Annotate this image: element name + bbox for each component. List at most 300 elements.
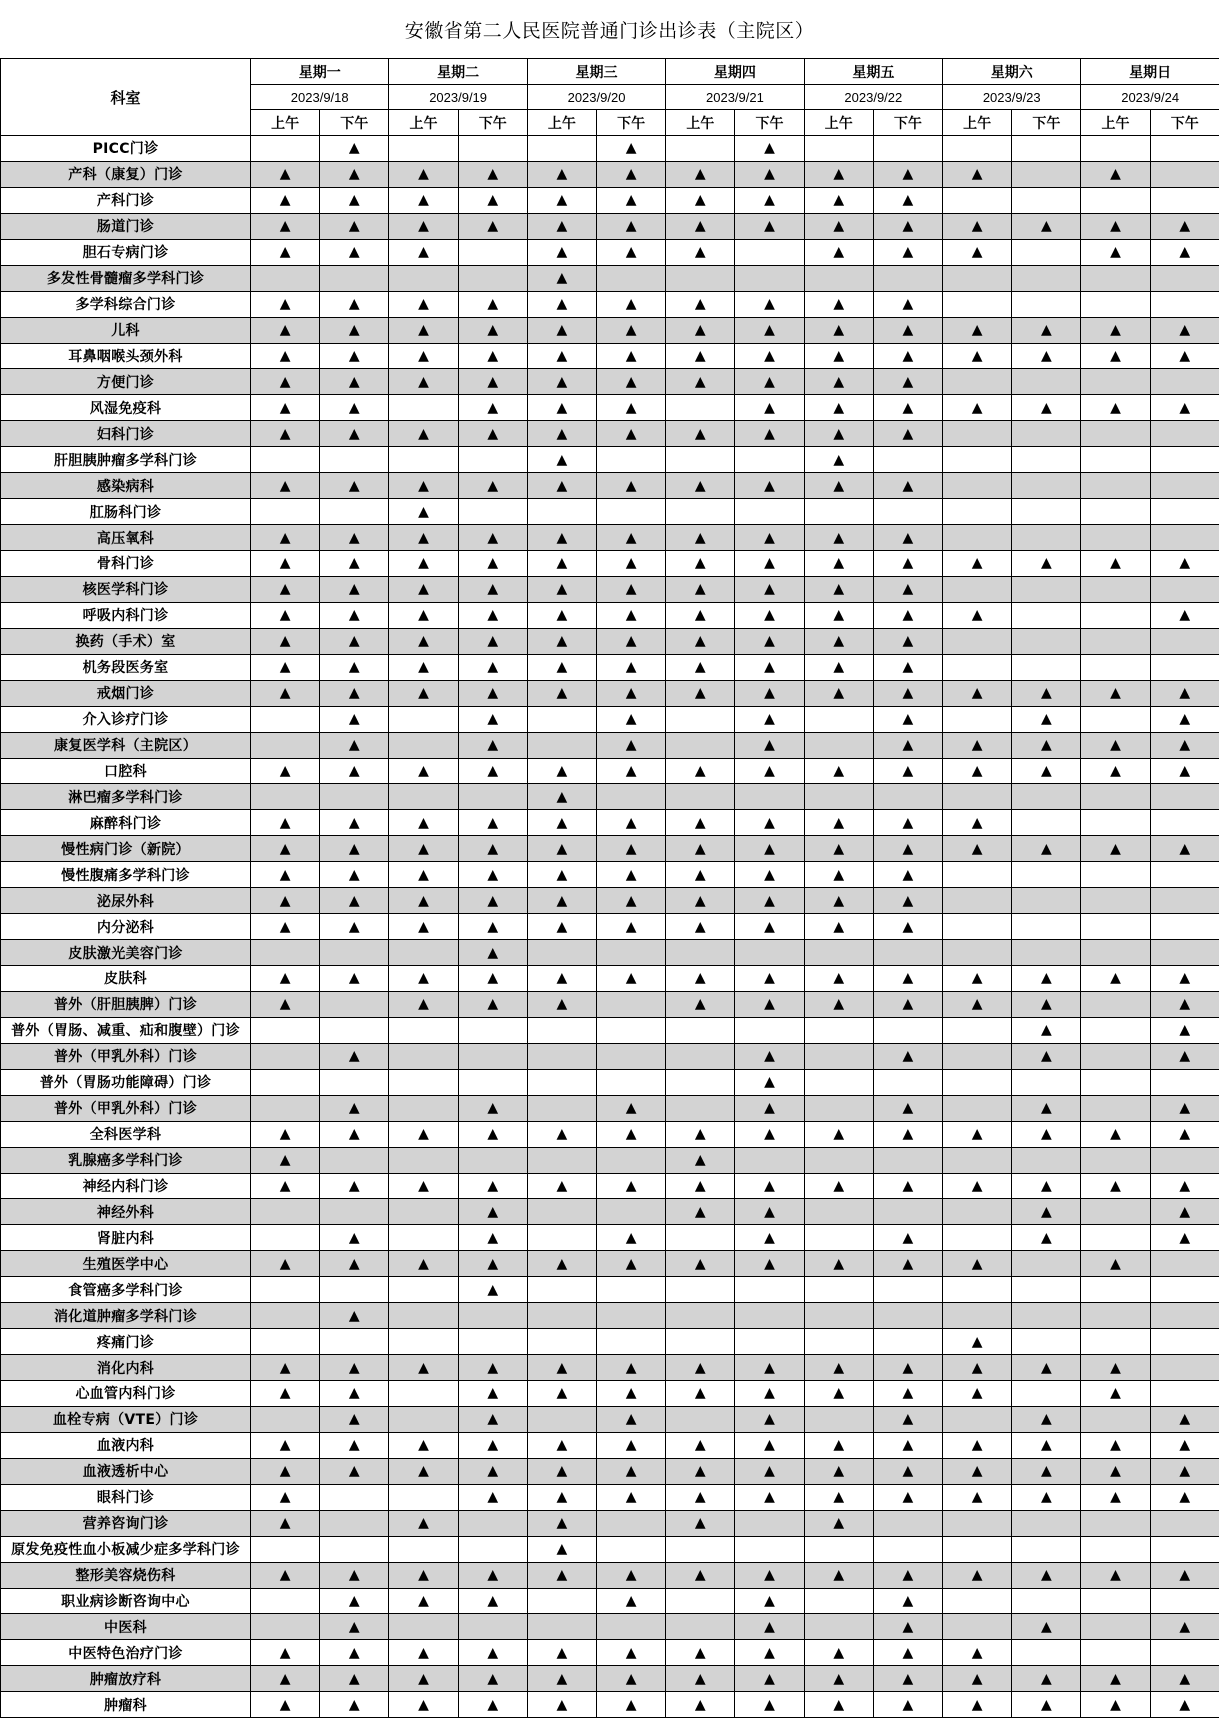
clinic-open-mark: ▲ [943, 1458, 1012, 1484]
clinic-open-mark: ▲ [320, 1588, 389, 1614]
clinic-open-mark: ▲ [389, 525, 458, 551]
clinic-open-mark: ▲ [873, 291, 942, 317]
empty-slot [1081, 1147, 1150, 1173]
department-name: 淋巴瘤多学科门诊 [1, 784, 251, 810]
empty-slot [804, 1329, 873, 1355]
table-row [1, 421, 1219, 447]
empty-slot [1081, 525, 1150, 551]
clinic-open-mark: ▲ [597, 914, 666, 940]
empty-slot [1081, 1277, 1150, 1303]
empty-slot [943, 369, 1012, 395]
empty-slot [251, 1277, 320, 1303]
clinic-open-mark: ▲ [1150, 1458, 1219, 1484]
clinic-open-mark: ▲ [458, 421, 527, 447]
clinic-open-mark: ▲ [320, 1692, 389, 1718]
department-name: 普外（甲乳外科）门诊 [1, 1043, 251, 1069]
clinic-open-mark: ▲ [873, 473, 942, 499]
clinic-open-mark: ▲ [320, 551, 389, 577]
empty-slot [943, 525, 1012, 551]
clinic-open-mark: ▲ [389, 810, 458, 836]
clinic-open-mark: ▲ [527, 991, 596, 1017]
empty-slot [251, 1406, 320, 1432]
clinic-open-mark: ▲ [1081, 1484, 1150, 1510]
clinic-open-mark: ▲ [597, 369, 666, 395]
empty-slot [804, 1277, 873, 1303]
clinic-open-mark: ▲ [251, 1458, 320, 1484]
clinic-open-mark: ▲ [597, 628, 666, 654]
clinic-open-mark: ▲ [666, 1355, 735, 1381]
department-name: 产科（康复）门诊 [1, 161, 251, 187]
empty-slot [943, 784, 1012, 810]
clinic-open-mark: ▲ [666, 991, 735, 1017]
clinic-open-mark: ▲ [320, 421, 389, 447]
clinic-open-mark: ▲ [1150, 1173, 1219, 1199]
clinic-open-mark: ▲ [389, 628, 458, 654]
empty-slot [458, 265, 527, 291]
empty-slot [1081, 1225, 1150, 1251]
clinic-open-mark: ▲ [458, 1199, 527, 1225]
clinic-open-mark: ▲ [389, 317, 458, 343]
schedule-body [1, 136, 1219, 1718]
empty-slot [873, 136, 942, 162]
clinic-open-mark: ▲ [458, 940, 527, 966]
department-name: 高压氧科 [1, 525, 251, 551]
empty-slot [1150, 421, 1219, 447]
table-row [1, 991, 1219, 1017]
empty-slot [666, 1406, 735, 1432]
clinic-open-mark: ▲ [1012, 1406, 1081, 1432]
empty-slot [389, 1199, 458, 1225]
clinic-open-mark: ▲ [1081, 680, 1150, 706]
clinic-open-mark: ▲ [1081, 732, 1150, 758]
clinic-open-mark: ▲ [666, 914, 735, 940]
empty-slot [389, 395, 458, 421]
department-name: 肠道门诊 [1, 213, 251, 239]
clinic-open-mark: ▲ [804, 551, 873, 577]
clinic-open-mark: ▲ [804, 1640, 873, 1666]
table-row [1, 680, 1219, 706]
clinic-open-mark: ▲ [320, 525, 389, 551]
clinic-open-mark: ▲ [735, 1406, 804, 1432]
clinic-open-mark: ▲ [735, 1199, 804, 1225]
clinic-open-mark: ▲ [1150, 1017, 1219, 1043]
empty-slot [943, 1225, 1012, 1251]
empty-slot [1012, 784, 1081, 810]
empty-slot [389, 706, 458, 732]
empty-slot [943, 888, 1012, 914]
empty-slot [735, 499, 804, 525]
clinic-open-mark: ▲ [735, 991, 804, 1017]
empty-slot [666, 1588, 735, 1614]
clinic-open-mark: ▲ [458, 369, 527, 395]
table-row [1, 1355, 1219, 1381]
clinic-open-mark: ▲ [666, 525, 735, 551]
clinic-open-mark: ▲ [527, 628, 596, 654]
clinic-open-mark: ▲ [873, 369, 942, 395]
clinic-open-mark: ▲ [735, 525, 804, 551]
clinic-open-mark: ▲ [873, 991, 942, 1017]
empty-slot [943, 1147, 1012, 1173]
clinic-open-mark: ▲ [1150, 1562, 1219, 1588]
clinic-open-mark: ▲ [320, 1043, 389, 1069]
clinic-open-mark: ▲ [873, 1666, 942, 1692]
weekday-header: 星期二 [389, 59, 527, 85]
clinic-open-mark: ▲ [735, 628, 804, 654]
clinic-open-mark: ▲ [458, 1432, 527, 1458]
table-row [1, 213, 1219, 239]
clinic-open-mark: ▲ [804, 1562, 873, 1588]
empty-slot [458, 1329, 527, 1355]
empty-slot [1150, 1588, 1219, 1614]
department-name: 整形美容烧伤科 [1, 1562, 251, 1588]
clinic-open-mark: ▲ [873, 213, 942, 239]
clinic-open-mark: ▲ [1012, 1199, 1081, 1225]
empty-slot [1012, 525, 1081, 551]
empty-slot [943, 136, 1012, 162]
empty-slot [1150, 1536, 1219, 1562]
clinic-open-mark: ▲ [1081, 1251, 1150, 1277]
empty-slot [666, 1095, 735, 1121]
clinic-open-mark: ▲ [666, 680, 735, 706]
clinic-open-mark: ▲ [873, 1406, 942, 1432]
empty-slot [666, 1017, 735, 1043]
clinic-open-mark: ▲ [804, 1381, 873, 1407]
empty-slot [1150, 1510, 1219, 1536]
department-name: 方便门诊 [1, 369, 251, 395]
department-name: 妇科门诊 [1, 421, 251, 447]
clinic-open-mark: ▲ [1081, 1355, 1150, 1381]
table-row [1, 1043, 1219, 1069]
clinic-open-mark: ▲ [527, 213, 596, 239]
clinic-open-mark: ▲ [804, 680, 873, 706]
clinic-open-mark: ▲ [943, 1173, 1012, 1199]
empty-slot [1081, 1303, 1150, 1329]
pm-header: 下午 [1012, 110, 1081, 136]
empty-slot [804, 784, 873, 810]
table-row [1, 758, 1219, 784]
clinic-open-mark: ▲ [527, 291, 596, 317]
clinic-open-mark: ▲ [458, 1277, 527, 1303]
department-name: 营养咨询门诊 [1, 1510, 251, 1536]
clinic-open-mark: ▲ [320, 1355, 389, 1381]
empty-slot [666, 1536, 735, 1562]
clinic-open-mark: ▲ [666, 576, 735, 602]
department-name: 感染病科 [1, 473, 251, 499]
clinic-open-mark: ▲ [389, 654, 458, 680]
clinic-open-mark: ▲ [251, 836, 320, 862]
table-row [1, 732, 1219, 758]
empty-slot [320, 265, 389, 291]
empty-slot [1012, 499, 1081, 525]
clinic-open-mark: ▲ [1150, 602, 1219, 628]
empty-slot [804, 732, 873, 758]
empty-slot [1081, 1199, 1150, 1225]
clinic-open-mark: ▲ [804, 1666, 873, 1692]
clinic-open-mark: ▲ [943, 395, 1012, 421]
clinic-open-mark: ▲ [389, 1510, 458, 1536]
clinic-open-mark: ▲ [666, 1173, 735, 1199]
clinic-open-mark: ▲ [458, 525, 527, 551]
empty-slot [735, 1147, 804, 1173]
clinic-open-mark: ▲ [597, 732, 666, 758]
clinic-open-mark: ▲ [873, 1458, 942, 1484]
clinic-open-mark: ▲ [251, 862, 320, 888]
empty-slot [666, 940, 735, 966]
empty-slot [389, 265, 458, 291]
clinic-open-mark: ▲ [666, 1251, 735, 1277]
clinic-open-mark: ▲ [735, 1095, 804, 1121]
empty-slot [666, 395, 735, 421]
empty-slot [320, 1484, 389, 1510]
clinic-open-mark: ▲ [251, 187, 320, 213]
clinic-open-mark: ▲ [320, 239, 389, 265]
clinic-open-mark: ▲ [251, 551, 320, 577]
empty-slot [597, 1017, 666, 1043]
clinic-open-mark: ▲ [873, 1588, 942, 1614]
empty-slot [1150, 576, 1219, 602]
clinic-open-mark: ▲ [320, 369, 389, 395]
empty-slot [1012, 1069, 1081, 1095]
clinic-open-mark: ▲ [389, 991, 458, 1017]
clinic-open-mark: ▲ [804, 161, 873, 187]
clinic-open-mark: ▲ [458, 966, 527, 992]
empty-slot [1150, 369, 1219, 395]
clinic-open-mark: ▲ [527, 421, 596, 447]
table-row [1, 1303, 1219, 1329]
empty-slot [389, 1069, 458, 1095]
empty-slot [251, 706, 320, 732]
clinic-open-mark: ▲ [251, 1640, 320, 1666]
empty-slot [873, 1199, 942, 1225]
empty-slot [666, 784, 735, 810]
clinic-open-mark: ▲ [1012, 1225, 1081, 1251]
table-row [1, 1406, 1219, 1432]
clinic-open-mark: ▲ [873, 421, 942, 447]
clinic-open-mark: ▲ [597, 836, 666, 862]
table-row [1, 1458, 1219, 1484]
table-row [1, 369, 1219, 395]
empty-slot [389, 732, 458, 758]
empty-slot [1150, 810, 1219, 836]
empty-slot [389, 1095, 458, 1121]
clinic-open-mark: ▲ [527, 810, 596, 836]
empty-slot [458, 136, 527, 162]
empty-slot [804, 1147, 873, 1173]
clinic-open-mark: ▲ [735, 291, 804, 317]
empty-slot [1012, 1640, 1081, 1666]
clinic-open-mark: ▲ [735, 1484, 804, 1510]
empty-slot [943, 473, 1012, 499]
clinic-open-mark: ▲ [527, 654, 596, 680]
department-name: 中医科 [1, 1614, 251, 1640]
empty-slot [597, 1536, 666, 1562]
department-name: 普外（胃肠、减重、疝和腹壁）门诊 [1, 1017, 251, 1043]
clinic-open-mark: ▲ [597, 758, 666, 784]
clinic-open-mark: ▲ [458, 1640, 527, 1666]
empty-slot [597, 940, 666, 966]
empty-slot [320, 1329, 389, 1355]
empty-slot [1012, 1381, 1081, 1407]
clinic-open-mark: ▲ [666, 161, 735, 187]
empty-slot [943, 447, 1012, 473]
clinic-open-mark: ▲ [320, 1640, 389, 1666]
clinic-open-mark: ▲ [320, 1381, 389, 1407]
date-header: 2023/9/20 [527, 85, 665, 110]
empty-slot [1081, 576, 1150, 602]
clinic-open-mark: ▲ [251, 473, 320, 499]
empty-slot [1081, 1406, 1150, 1432]
clinic-open-mark: ▲ [251, 161, 320, 187]
empty-slot [666, 1329, 735, 1355]
clinic-open-mark: ▲ [804, 317, 873, 343]
clinic-open-mark: ▲ [389, 1121, 458, 1147]
department-name: 麻醉科门诊 [1, 810, 251, 836]
clinic-open-mark: ▲ [873, 317, 942, 343]
clinic-open-mark: ▲ [1012, 551, 1081, 577]
empty-slot [251, 940, 320, 966]
empty-slot [1150, 265, 1219, 291]
empty-slot [320, 447, 389, 473]
clinic-open-mark: ▲ [320, 1173, 389, 1199]
empty-slot [251, 265, 320, 291]
empty-slot [458, 1043, 527, 1069]
empty-slot [873, 1536, 942, 1562]
empty-slot [1150, 291, 1219, 317]
empty-slot [1012, 421, 1081, 447]
empty-slot [251, 1588, 320, 1614]
clinic-open-mark: ▲ [1012, 213, 1081, 239]
empty-slot [943, 1095, 1012, 1121]
clinic-open-mark: ▲ [735, 473, 804, 499]
weekday-header: 星期日 [1081, 59, 1219, 85]
department-name: 胆石专病门诊 [1, 239, 251, 265]
clinic-open-mark: ▲ [1012, 836, 1081, 862]
table-row [1, 499, 1219, 525]
empty-slot [527, 1225, 596, 1251]
clinic-open-mark: ▲ [666, 1692, 735, 1718]
clinic-open-mark: ▲ [597, 1640, 666, 1666]
clinic-open-mark: ▲ [527, 187, 596, 213]
empty-slot [1012, 1329, 1081, 1355]
clinic-open-mark: ▲ [597, 473, 666, 499]
empty-slot [389, 1329, 458, 1355]
clinic-open-mark: ▲ [873, 680, 942, 706]
empty-slot [251, 1043, 320, 1069]
empty-slot [804, 1588, 873, 1614]
clinic-open-mark: ▲ [320, 628, 389, 654]
empty-slot [666, 706, 735, 732]
am-header: 上午 [389, 110, 458, 136]
empty-slot [597, 1147, 666, 1173]
empty-slot [1150, 940, 1219, 966]
table-row [1, 654, 1219, 680]
clinic-open-mark: ▲ [527, 1692, 596, 1718]
empty-slot [597, 447, 666, 473]
department-column-header: 科室 [1, 59, 251, 136]
empty-slot [1012, 187, 1081, 213]
clinic-open-mark: ▲ [251, 1121, 320, 1147]
clinic-open-mark: ▲ [458, 1121, 527, 1147]
empty-slot [1081, 369, 1150, 395]
clinic-open-mark: ▲ [251, 1381, 320, 1407]
clinic-open-mark: ▲ [943, 1640, 1012, 1666]
clinic-open-mark: ▲ [597, 1225, 666, 1251]
clinic-open-mark: ▲ [1081, 1121, 1150, 1147]
empty-slot [1150, 1147, 1219, 1173]
clinic-open-mark: ▲ [527, 602, 596, 628]
empty-slot [943, 576, 1012, 602]
clinic-open-mark: ▲ [1150, 706, 1219, 732]
empty-slot [735, 1510, 804, 1536]
clinic-open-mark: ▲ [1150, 551, 1219, 577]
empty-slot [1150, 914, 1219, 940]
clinic-open-mark: ▲ [320, 654, 389, 680]
empty-slot [873, 1277, 942, 1303]
clinic-open-mark: ▲ [804, 1355, 873, 1381]
empty-slot [597, 1277, 666, 1303]
department-name: 血液透析中心 [1, 1458, 251, 1484]
clinic-open-mark: ▲ [1081, 1432, 1150, 1458]
clinic-open-mark: ▲ [666, 1484, 735, 1510]
clinic-open-mark: ▲ [597, 810, 666, 836]
clinic-open-mark: ▲ [1150, 1121, 1219, 1147]
empty-slot [804, 1406, 873, 1432]
clinic-open-mark: ▲ [666, 1432, 735, 1458]
clinic-open-mark: ▲ [458, 862, 527, 888]
clinic-open-mark: ▲ [320, 1614, 389, 1640]
clinic-open-mark: ▲ [527, 1121, 596, 1147]
clinic-open-mark: ▲ [320, 187, 389, 213]
clinic-open-mark: ▲ [527, 1536, 596, 1562]
department-name: 眼科门诊 [1, 1484, 251, 1510]
clinic-open-mark: ▲ [389, 1458, 458, 1484]
clinic-open-mark: ▲ [1150, 680, 1219, 706]
clinic-open-mark: ▲ [666, 291, 735, 317]
department-name: 职业病诊断咨询中心 [1, 1588, 251, 1614]
clinic-open-mark: ▲ [320, 758, 389, 784]
clinic-open-mark: ▲ [666, 213, 735, 239]
empty-slot [597, 1069, 666, 1095]
clinic-open-mark: ▲ [251, 1432, 320, 1458]
empty-slot [1150, 1069, 1219, 1095]
table-row [1, 1510, 1219, 1536]
clinic-open-mark: ▲ [527, 1432, 596, 1458]
empty-slot [1150, 1303, 1219, 1329]
empty-slot [666, 265, 735, 291]
clinic-open-mark: ▲ [251, 888, 320, 914]
clinic-open-mark: ▲ [804, 1692, 873, 1718]
clinic-open-mark: ▲ [251, 628, 320, 654]
clinic-open-mark: ▲ [943, 161, 1012, 187]
clinic-open-mark: ▲ [804, 628, 873, 654]
pm-header: 下午 [458, 110, 527, 136]
empty-slot [1012, 914, 1081, 940]
clinic-open-mark: ▲ [527, 1458, 596, 1484]
date-header: 2023/9/23 [943, 85, 1081, 110]
empty-slot [389, 1017, 458, 1043]
clinic-open-mark: ▲ [458, 810, 527, 836]
clinic-open-mark: ▲ [527, 161, 596, 187]
table-row [1, 1147, 1219, 1173]
department-name: 内分泌科 [1, 914, 251, 940]
clinic-open-mark: ▲ [527, 239, 596, 265]
empty-slot [389, 1277, 458, 1303]
empty-slot [943, 499, 1012, 525]
clinic-open-mark: ▲ [666, 1381, 735, 1407]
empty-slot [1081, 628, 1150, 654]
empty-slot [389, 1225, 458, 1251]
table-row [1, 1692, 1219, 1718]
